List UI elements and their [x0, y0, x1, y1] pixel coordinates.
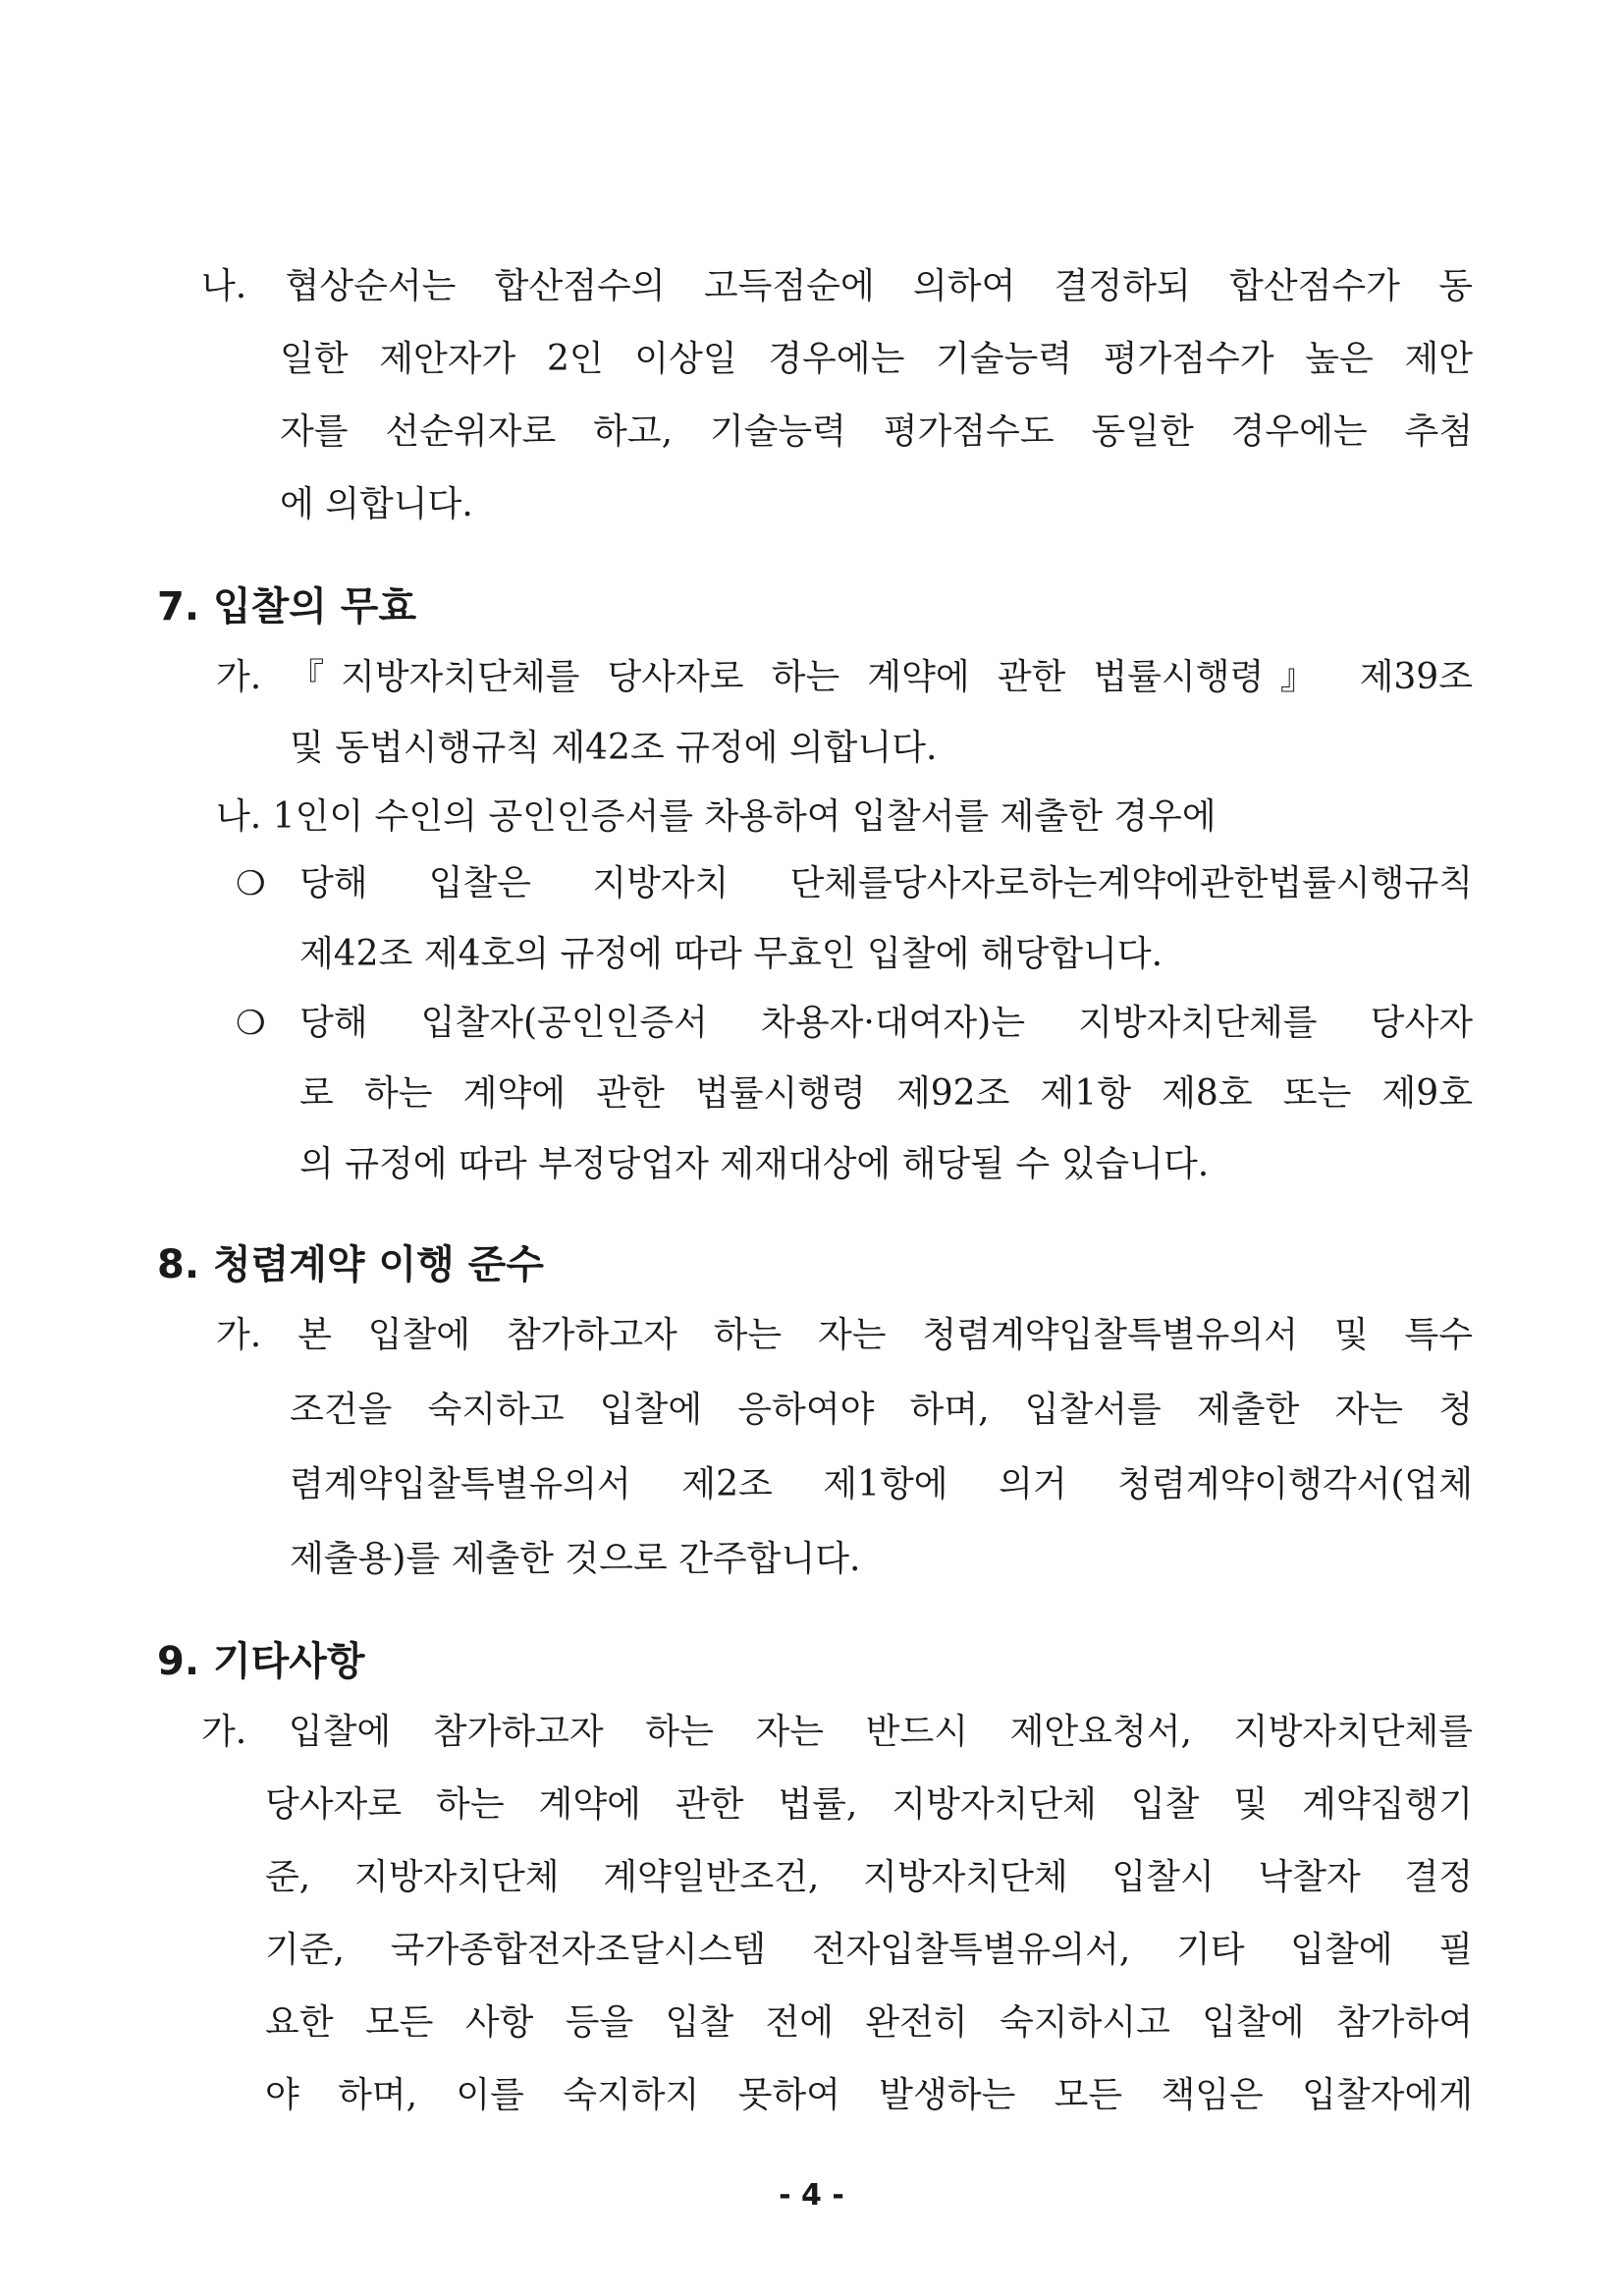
section-8-heading: 8. 청렴계약 이행 준수 — [157, 1242, 544, 1287]
bullet-2-icon: ❍ — [236, 1004, 266, 1043]
s6-na-line-1: 나. 협상순서는 합산점수의 고득점순에 의하여 결정하되 합산점수가 동 — [201, 266, 1473, 306]
s8-ga-line-3: 렴계약입찰특별유의서 제2조 제1항에 의거 청렴계약이행각서(업체 — [290, 1464, 1473, 1504]
s6-na-line-4: 에 의합니다. — [280, 484, 473, 524]
s8-ga-line-4: 제출용)를 제출한 것으로 간주합니다. — [290, 1539, 861, 1579]
s9-ga-line-5: 요한 모든 사항 등을 입찰 전에 완전히 숙지하시고 입찰에 참가하여 — [265, 2002, 1473, 2043]
s7-bullet2-line-3: 의 규정에 따라 부정당업자 제재대상에 해당될 수 있습니다. — [299, 1144, 1210, 1184]
bullet-1-icon: ❍ — [236, 864, 266, 903]
s7-ga-line-1: 가. 『지방자치단체를 당사자로 하는 계약에 관한 법률시행령』 제39조 — [216, 657, 1473, 697]
s7-na-line: 나. 1인이 수인의 공인인증서를 차용하여 입찰서를 제출한 경우에 — [216, 796, 1217, 837]
s9-ga-line-3: 준, 지방자치단체 계약일반조건, 지방자치단체 입찰시 낙찰자 결정 — [265, 1857, 1473, 1897]
s6-na-line-3: 자를 선순위자로 하고, 기술능력 평가점수도 동일한 경우에는 추첨 — [280, 411, 1473, 452]
s9-ga-line-1: 가. 입찰에 참가하고자 하는 자는 반드시 제안요청서, 지방자치단체를 — [201, 1712, 1474, 1752]
section-9-heading: 9. 기타사항 — [157, 1639, 365, 1684]
s6-na-line-2: 일한 제안자가 2인 이상일 경우에는 기술능력 평가점수가 높은 제안 — [280, 339, 1473, 379]
s8-ga-line-1: 가. 본 입찰에 참가하고자 하는 자는 청렴계약입찰특별유의서 및 특수 — [216, 1315, 1473, 1355]
s7-bullet1-line-1: 당해 입찰은 지방자치 단체를당사자로하는계약에관한법률시행규칙 — [299, 863, 1473, 903]
s9-ga-line-6: 야 하며, 이를 숙지하지 못하여 발생하는 모든 책임은 입찰자에게 — [265, 2075, 1473, 2115]
s9-ga-line-4: 기준, 국가종합전자조달시스템 전자입찰특별유의서, 기타 입찰에 필 — [265, 1930, 1473, 1970]
s8-ga-line-2: 조건을 숙지하고 입찰에 응하여야 하며, 입찰서를 제출한 자는 청 — [290, 1390, 1473, 1430]
section-7-heading: 7. 입찰의 무효 — [157, 584, 417, 629]
s9-ga-line-2: 당사자로 하는 계약에 관한 법률, 지방자치단체 입찰 및 계약집행기 — [265, 1784, 1473, 1825]
page-number: - 4 - — [779, 2178, 844, 2213]
s7-bullet2-line-1: 당해 입찰자(공인인증서 차용자·대여자)는 지방자치단체를 당사자 — [299, 1003, 1473, 1043]
s7-bullet2-line-2: 로 하는 계약에 관한 법률시행령 제92조 제1항 제8호 또는 제9호 — [299, 1073, 1473, 1114]
s7-bullet1-line-2: 제42조 제4호의 규정에 따라 무효인 입찰에 해당합니다. — [299, 934, 1163, 974]
s7-ga-line-2: 및 동법시행규칙 제42조 규정에 의합니다. — [290, 728, 938, 768]
